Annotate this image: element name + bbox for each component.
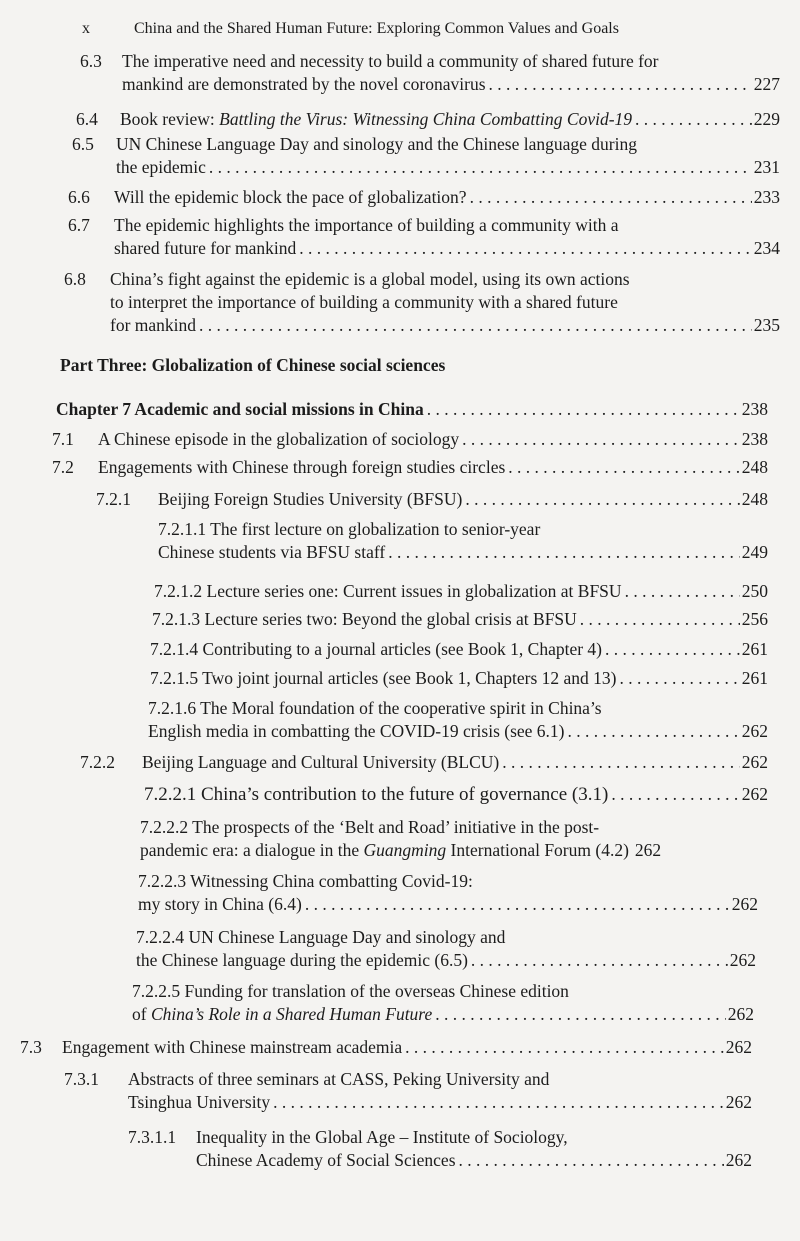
entry-title-line: UN Chinese Language Day and sinology and the Chinese language during bbox=[116, 134, 637, 154]
entry-number: 7.3.1 bbox=[64, 1069, 99, 1089]
entry-title-line: 7.2.1.2 Lecture series one: Current issues in globalization at BFSU bbox=[154, 581, 622, 601]
entry-title-line: The epidemic highlights the importance of building a community with a bbox=[114, 215, 619, 235]
toc-entry-7-2[interactable] bbox=[52, 456, 768, 481]
entry-title-line: 7.2.1.6 The Moral foundation of the cooperative spirit in China’s bbox=[148, 698, 602, 718]
entry-title-line: the Chinese language during the epidemic (6.5) bbox=[136, 950, 468, 970]
entry-title-line: for mankind bbox=[110, 315, 197, 335]
toc-entry-7-2-1-1[interactable] bbox=[158, 518, 768, 568]
entry-number: 7.2.1 bbox=[96, 489, 131, 509]
entry-number: 7.2.2 bbox=[80, 752, 115, 772]
dot-leader bbox=[467, 186, 752, 209]
entry-title-line: to interpret the importance of building a community with a shared future bbox=[110, 292, 618, 312]
entry-number: 6.8 bbox=[64, 269, 86, 289]
page-ref: 262 bbox=[729, 950, 756, 970]
page-ref: 248 bbox=[741, 457, 768, 477]
entry-title-line: Will the epidemic block the pace of globalization? bbox=[114, 187, 467, 207]
entry-number: 7.2 bbox=[52, 457, 74, 477]
toc-entry-7-2-2-1[interactable] bbox=[144, 783, 768, 810]
dot-leader bbox=[565, 720, 740, 743]
entry-number: 6.3 bbox=[80, 51, 102, 71]
page-ref: 238 bbox=[741, 399, 768, 419]
entry-title-line: International Forum (4.2) bbox=[446, 840, 629, 860]
entry-title-line: my story in China (6.4) bbox=[138, 894, 302, 914]
dot-leader bbox=[617, 667, 740, 690]
dot-leader bbox=[402, 1036, 724, 1059]
entry-number: 7.3 bbox=[20, 1037, 42, 1057]
entry-title-line: Beijing Foreign Studies University (BFSU) bbox=[158, 489, 463, 509]
entry-title-line: 7.2.1.4 Contributing to a journal articles (see Book 1, Chapter 4) bbox=[150, 639, 602, 659]
entry-title-line: Engagement with Chinese mainstream academia bbox=[62, 1037, 403, 1057]
toc-entry-7-2-1-6[interactable] bbox=[148, 697, 768, 747]
dot-leader bbox=[608, 783, 739, 806]
entry-title-line: 7.2.1.3 Lecture series two: Beyond the global crisis at BFSU bbox=[152, 609, 577, 629]
entry-title-line: The imperative need and necessity to build a community of shared future for bbox=[122, 51, 659, 71]
running-header bbox=[82, 20, 740, 38]
dot-leader bbox=[499, 751, 740, 774]
toc-entry-7-2-2-3[interactable] bbox=[138, 870, 758, 920]
toc-entry-7-3[interactable] bbox=[20, 1036, 752, 1061]
dot-leader bbox=[505, 456, 739, 479]
page-ref: 249 bbox=[741, 542, 768, 562]
entry-number: 6.4 bbox=[76, 109, 98, 129]
dot-leader bbox=[432, 1003, 726, 1026]
toc-entry-7-2-1-5[interactable] bbox=[150, 667, 768, 692]
dot-leader bbox=[486, 73, 752, 96]
part-heading: Part Three: Globalization of Chinese social sciences bbox=[60, 355, 446, 375]
page-number: x bbox=[82, 20, 90, 37]
entry-title-line: 7.2.1.5 Two joint journal articles (see Book 1, Chapters 12 and 13) bbox=[150, 668, 617, 688]
dot-leader bbox=[459, 428, 740, 451]
entry-number: 6.5 bbox=[72, 134, 94, 154]
entry-title-line: Inequality in the Global Age – Institute of Sociology, bbox=[196, 1127, 568, 1147]
toc-entry-6-4[interactable] bbox=[76, 108, 780, 133]
toc-entry-7-3-1[interactable] bbox=[64, 1068, 752, 1118]
toc-entry-7-2-1[interactable] bbox=[96, 488, 768, 513]
dot-leader bbox=[270, 1091, 724, 1114]
page-ref: 262 bbox=[725, 1037, 752, 1057]
entry-title-line: English media in combatting the COVID-19 crisis (see 6.1) bbox=[148, 721, 565, 741]
entry-title-line: China’s fight against the epidemic is a global model, using its own actions bbox=[110, 269, 630, 289]
dot-leader bbox=[296, 237, 752, 260]
toc-entry-7-2-2-5[interactable] bbox=[132, 980, 754, 1030]
page-ref: 233 bbox=[753, 187, 780, 207]
page-ref: 238 bbox=[741, 429, 768, 449]
page-ref: 262 bbox=[741, 721, 768, 741]
entry-title-line: 7.2.2.3 Witnessing China combatting Covid-19: bbox=[138, 871, 473, 891]
entry-title-line: Beijing Language and Cultural University (BLCU) bbox=[142, 752, 500, 772]
dot-leader bbox=[206, 156, 752, 179]
dot-leader bbox=[462, 488, 739, 511]
page-ref: 262 bbox=[634, 840, 662, 860]
entry-title-line: 7.2.2.4 UN Chinese Language Day and sinology and bbox=[136, 927, 506, 947]
dot-leader bbox=[632, 108, 752, 131]
entry-number: 7.1 bbox=[52, 429, 74, 449]
forum-name-italic: Guangming bbox=[363, 840, 447, 860]
entry-title-line: Engagements with Chinese through foreign studies circles bbox=[98, 457, 506, 477]
page-ref: 261 bbox=[741, 639, 768, 659]
dot-leader bbox=[385, 541, 740, 564]
toc-entry-6-5[interactable] bbox=[72, 133, 780, 183]
entry-title-line: Abstracts of three seminars at CASS, Peking University and bbox=[128, 1069, 550, 1089]
toc-entry-7-2-1-2[interactable] bbox=[154, 580, 768, 605]
dot-leader bbox=[196, 314, 752, 337]
entry-number: 6.7 bbox=[68, 215, 90, 235]
toc-entry-7-2-2-4[interactable] bbox=[136, 926, 756, 976]
dot-leader bbox=[602, 638, 740, 661]
page-ref: 256 bbox=[741, 609, 768, 629]
page-ref: 262 bbox=[741, 752, 768, 772]
toc-entry-7-2-2[interactable] bbox=[80, 751, 768, 776]
entry-title-line: Tsinghua University bbox=[128, 1092, 271, 1112]
dot-leader bbox=[577, 608, 740, 631]
page-ref: 262 bbox=[725, 1150, 752, 1170]
toc-entry-7-3-1-1[interactable] bbox=[128, 1126, 752, 1176]
entry-title-line: A Chinese episode in the globalization of sociology bbox=[98, 429, 460, 449]
page-ref: 227 bbox=[753, 74, 780, 94]
page-ref: 250 bbox=[741, 581, 768, 601]
entry-title-line: Chinese Academy of Social Sciences bbox=[196, 1150, 456, 1170]
toc-entry-7-2-1-3[interactable] bbox=[152, 608, 768, 633]
dot-leader bbox=[424, 398, 740, 421]
book-title-italic: Battling the Virus: Witnessing China Combatting Covid-19 bbox=[219, 109, 633, 129]
book-title: China and the Shared Human Future: Exploring Common Values and Goals bbox=[134, 20, 619, 37]
toc-entry-7-1[interactable] bbox=[52, 428, 768, 453]
chapter-title: Chapter 7 Academic and social missions in China bbox=[56, 399, 424, 419]
toc-entry-7-2-1-4[interactable] bbox=[150, 638, 768, 663]
toc-chapter-7[interactable] bbox=[56, 398, 768, 423]
page-ref: 229 bbox=[753, 109, 780, 129]
entry-title-line: of bbox=[132, 1004, 151, 1024]
entry-title-line: 7.2.2.2 The prospects of the ‘Belt and Road’ initiative in the post- bbox=[140, 817, 600, 837]
page-ref: 262 bbox=[727, 1004, 754, 1024]
entry-title-line: 7.2.2.5 Funding for translation of the overseas Chinese edition bbox=[132, 981, 569, 1001]
page-ref: 248 bbox=[741, 489, 768, 509]
page-ref: 262 bbox=[731, 894, 758, 914]
entry-number: 7.3.1.1 bbox=[128, 1127, 177, 1147]
entry-title-line: Chinese students via BFSU staff bbox=[158, 542, 386, 562]
entry-title-line: 7.2.1.1 The first lecture on globalization to senior-year bbox=[158, 519, 541, 539]
entry-title-line: the epidemic bbox=[116, 157, 206, 177]
page-ref: 262 bbox=[725, 1092, 752, 1112]
entry-title-line: mankind are demonstrated by the novel coronavirus bbox=[122, 74, 486, 94]
dot-leader bbox=[468, 949, 728, 972]
dot-leader bbox=[622, 580, 740, 603]
entry-title-line: 7.2.2.1 China’s contribution to the future of governance (3.1) bbox=[144, 784, 609, 805]
page-ref: 262 bbox=[741, 784, 768, 804]
page-ref: 231 bbox=[753, 157, 780, 177]
entry-title-line: shared future for mankind bbox=[114, 238, 297, 258]
entry-number: 6.6 bbox=[68, 187, 90, 207]
page-ref: 235 bbox=[753, 315, 780, 335]
toc-entry-6-7[interactable] bbox=[68, 214, 780, 264]
toc-entry-7-2-2-2[interactable] bbox=[140, 816, 768, 866]
toc-entry-6-3[interactable] bbox=[80, 50, 780, 100]
book-title-italic: China’s Role in a Shared Human Future bbox=[150, 1004, 433, 1024]
toc-entry-6-8[interactable] bbox=[64, 268, 780, 340]
dot-leader bbox=[456, 1149, 724, 1172]
toc-entry-6-6[interactable] bbox=[68, 186, 780, 211]
entry-title-prefix: Book review: bbox=[120, 109, 220, 129]
page-ref: 234 bbox=[753, 238, 780, 258]
page-ref: 261 bbox=[741, 668, 768, 688]
entry-title-line: pandemic era: a dialogue in the bbox=[140, 840, 364, 860]
dot-leader bbox=[302, 893, 730, 916]
